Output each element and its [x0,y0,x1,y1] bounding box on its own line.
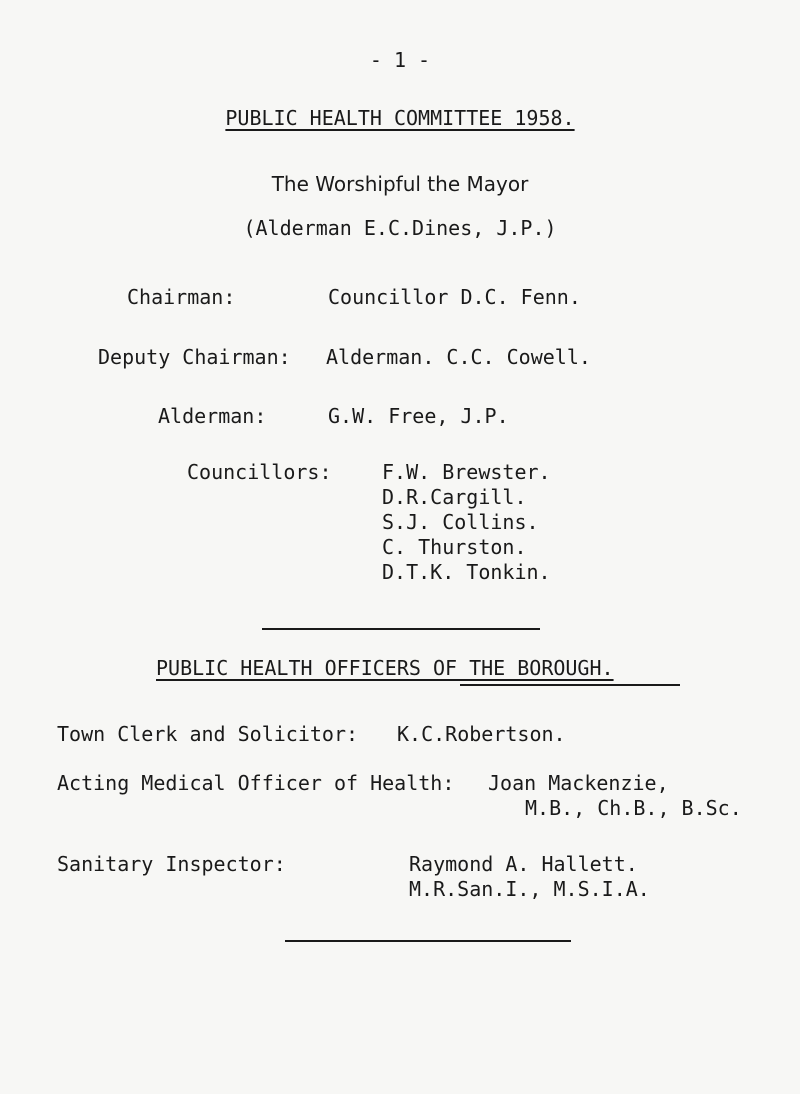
medical-officer-value-1: Joan Mackenzie, [488,771,669,795]
sanitary-inspector-value-1: Raymond A. Hallett. [409,852,638,876]
officers-title-underline-extension [460,684,680,686]
sanitary-inspector-value-2: M.R.San.I., M.S.I.A. [409,877,650,901]
councillors-label: Councillors: [187,460,332,484]
medical-officer-value-2: M.B., Ch.B., B.Sc. [525,796,742,820]
sanitary-inspector-label: Sanitary Inspector: [57,852,286,876]
town-clerk-label: Town Clerk and Solicitor: [57,722,359,746]
chairman-label: Chairman: [127,285,236,309]
councillor-name: D.R.Cargill. [382,485,527,509]
alderman-label: Alderman: [158,404,267,428]
committee-title: PUBLIC HEALTH COMMITTEE 1958. [225,106,575,130]
mayor-line-1: The Worshipful the Mayor [271,172,529,196]
medical-officer-label: Acting Medical Officer of Health: [57,771,455,795]
councillor-name: D.T.K. Tonkin. [382,560,551,584]
councillor-name: C. Thurston. [382,535,527,559]
chairman-value: Councillor D.C. Fenn. [328,285,581,309]
deputy-chairman-value: Alderman. C.C. Cowell. [326,345,591,369]
page-number: - 1 - [369,48,431,72]
bottom-divider [285,940,571,942]
town-clerk-value: K.C.Robertson. [397,722,566,746]
section-divider [262,628,540,630]
councillor-name: S.J. Collins. [382,510,539,534]
mayor-line-2: (Alderman E.C.Dines, J.P.) [243,216,557,240]
alderman-value: G.W. Free, J.P. [328,404,509,428]
councillor-name: F.W. Brewster. [382,460,551,484]
deputy-chairman-label: Deputy Chairman: [98,345,291,369]
officers-title: PUBLIC HEALTH OFFICERS OF THE BOROUGH. [156,656,614,680]
